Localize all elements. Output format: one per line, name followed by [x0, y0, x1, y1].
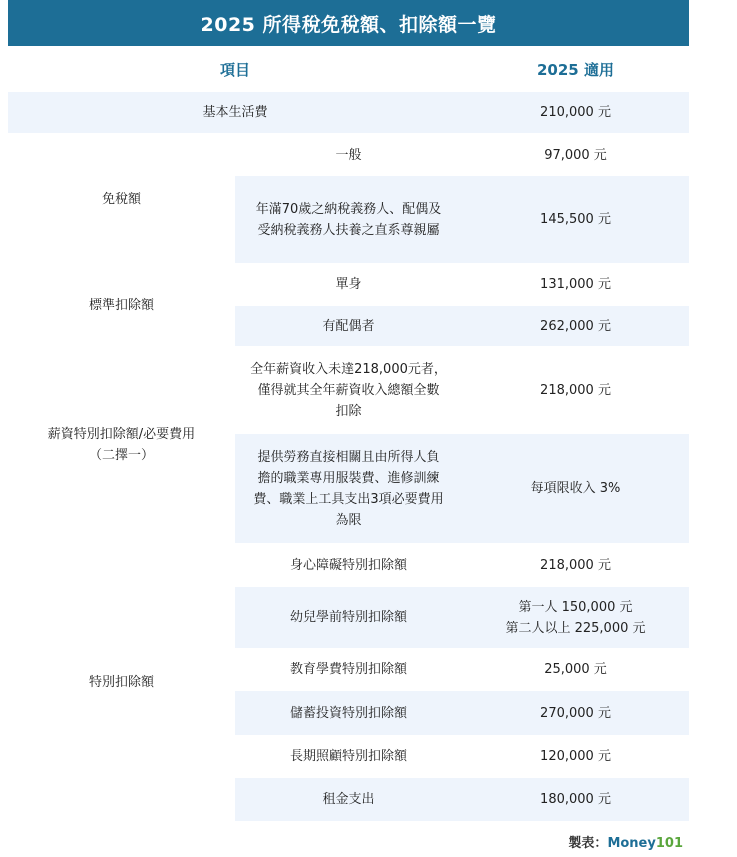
- standard-married-label: 有配偶者: [235, 306, 462, 346]
- exemption-senior-value: 145,500 元: [462, 176, 689, 263]
- exemption-group-label: 免稅額: [101, 191, 141, 207]
- standard-group-label: 標準扣除額: [88, 297, 154, 313]
- special-longterm-care-label: 長期照顧特別扣除額: [289, 749, 407, 764]
- standard-married-value: 262,000 元: [462, 306, 689, 346]
- special-disability-value: 218,000 元: [540, 557, 611, 573]
- exemption-general-value: 97,000 元: [544, 147, 607, 163]
- header-year: 2025 適用: [537, 60, 614, 79]
- special-education-value: 25,000 元: [544, 662, 607, 677]
- special-education-label: 教育學費特別扣除額: [289, 662, 407, 677]
- exemption-senior-label: 年滿70歲之納稅義務人、配偶及 受納稅義務人扶養之直系尊親屬: [235, 176, 462, 263]
- special-group-label: 特別扣除額: [88, 675, 154, 690]
- brand-logo-money: Money: [607, 836, 656, 851]
- salary-deduction-value: 218,000 元: [540, 382, 611, 398]
- basic-living-label: 基本生活費: [8, 92, 462, 133]
- credit-prefix: 製表：: [568, 836, 608, 851]
- salary-expense-value: 每項限收入 3%: [462, 434, 689, 543]
- special-disability-label: 身心障礙特別扣除額: [289, 557, 407, 573]
- special-longterm-care-value: 120,000 元: [540, 749, 611, 764]
- basic-living-value: 210,000 元: [462, 92, 689, 133]
- standard-single-value: 131,000 元: [540, 277, 611, 292]
- exemption-general-label: 一般: [335, 147, 362, 163]
- special-preschool-value: 第一人 150,000 元 第二人以上 225,000 元: [462, 587, 689, 648]
- credit-line: [568, 832, 683, 851]
- special-rent-value: 180,000 元: [462, 778, 689, 821]
- special-rent-label: 租金支出: [235, 778, 462, 821]
- brand-logo-101: 101: [655, 836, 683, 851]
- salary-group-label: 薪資特別扣除額/必要費用 （二擇一）: [47, 427, 196, 463]
- special-savings-label: 儲蓄投資特別扣除額: [235, 691, 462, 735]
- salary-expense-label: 提供勞務直接相關且由所得人負 擔的職業專用服裝費、進修訓練 費、職業上工具支出3項必要費用 為限: [235, 434, 462, 543]
- special-preschool-label: 幼兒學前特別扣除額: [235, 587, 462, 648]
- header-item: 項目: [219, 60, 250, 79]
- special-savings-value: 270,000 元: [462, 691, 689, 735]
- salary-deduction-label: 全年薪資收入未達218,000元者， 僅得就其全年薪資收入總額全數 扣除: [250, 361, 447, 419]
- standard-single-label: 單身: [335, 277, 362, 292]
- table-title: 2025 所得稅免稅額、扣除額一覽: [8, 0, 689, 46]
